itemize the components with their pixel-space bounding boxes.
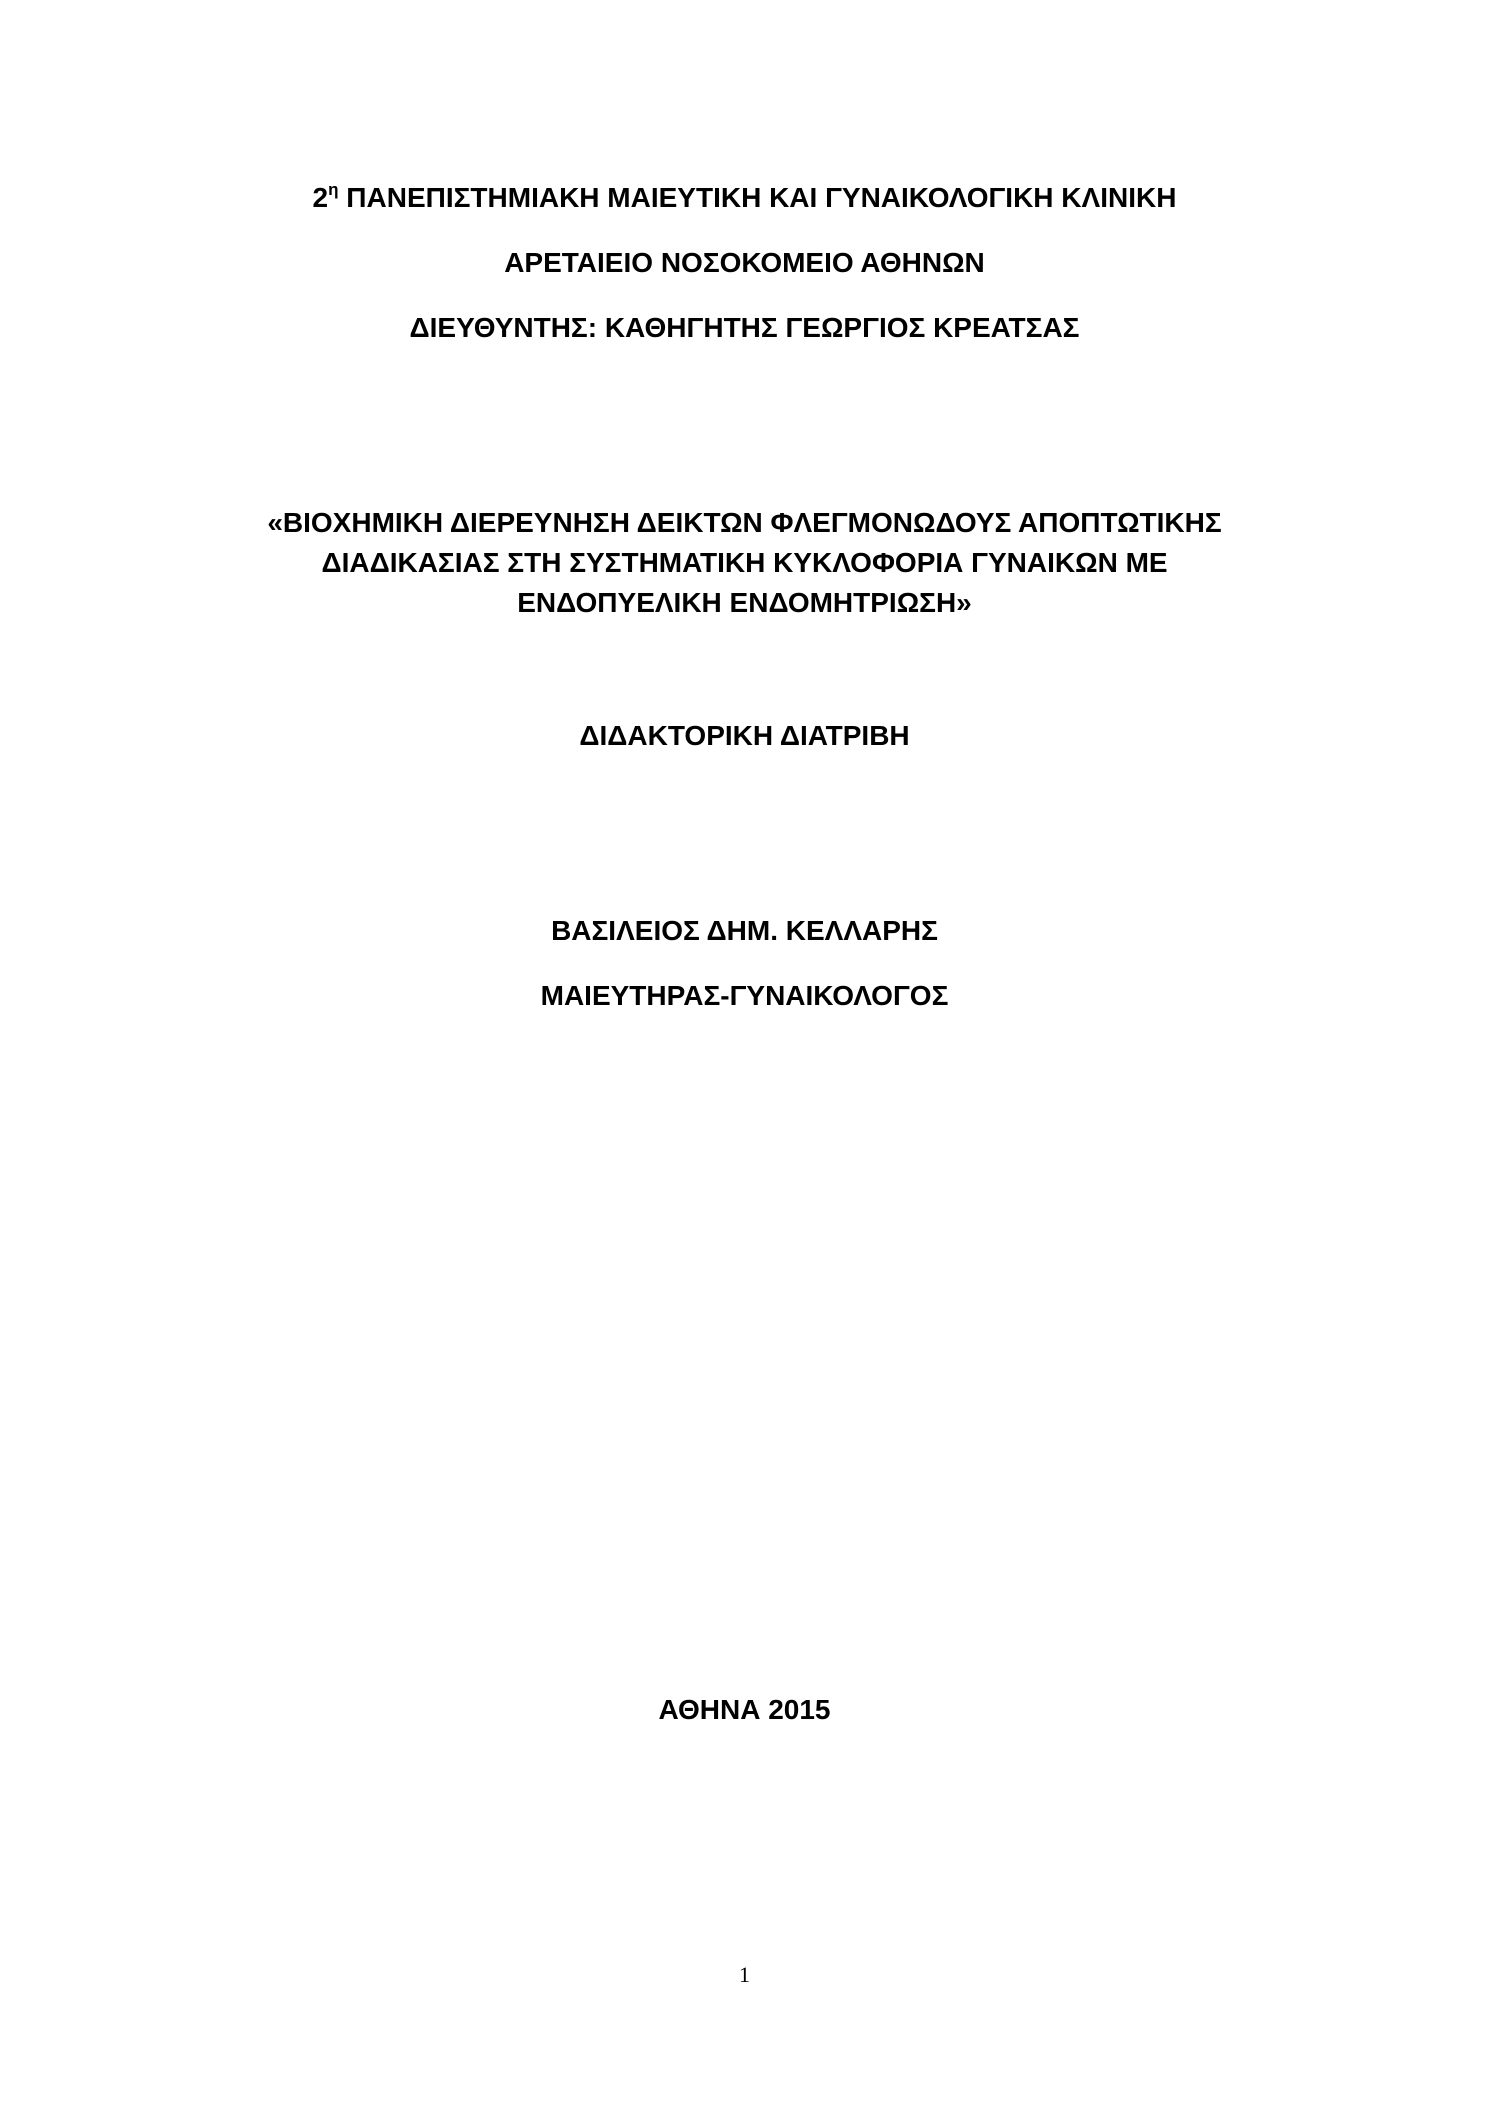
clinic-number: 2	[312, 182, 329, 213]
thesis-title-line-2: ΔΙΑΔΙΚΑΣΙΑΣ ΣΤΗ ΣΥΣΤΗΜΑΤΙΚΗ ΚΥΚΛΟΦΟΡΙΑ ΓΥΝΑΙΚΩΝ ΜΕ	[321, 547, 1168, 578]
clinic-heading	[0, 180, 1489, 216]
hospital-heading: ΑΡΕΤΑΙΕΙΟ ΝΟΣΟΚΟΜΕΙΟ ΑΘΗΝΩΝ	[504, 247, 985, 278]
thesis-title-line-1: «ΒΙΟΧΗΜΙΚΗ ΔΙΕΡΕΥΝΗΣΗ ΔΕΙΚΤΩΝ ΦΛΕΓΜΟΝΩΔΟΥΣ ΑΠΟΠΤΩΤΙΚΗΣ	[267, 507, 1222, 538]
clinic-name: ΠΑΝΕΠΙΣΤΗΜΙΑΚΗ ΜΑΙΕΥΤΙΚΗ ΚΑΙ ΓΥΝΑΙΚΟΛΟΓΙΚΗ ΚΛΙΝΙΚΗ	[338, 182, 1177, 213]
page-number: 1	[739, 1962, 750, 1987]
author-name: ΒΑΣΙΛΕΙΟΣ ΔΗΜ. ΚΕΛΛΑΡΗΣ	[551, 915, 938, 946]
document-type: ΔΙΔΑΚΤΟΡΙΚΗ ΔΙΑΤΡΙΒΗ	[579, 720, 910, 751]
clinic-ordinal-superscript: η	[328, 179, 339, 199]
place-year: ΑΘΗΝΑ 2015	[658, 1694, 831, 1725]
thesis-title-line-3: ΕΝΔΟΠΥΕΛΙΚΗ ΕΝΔΟΜΗΤΡΙΩΣΗ»	[517, 587, 972, 618]
author-profession: ΜΑΙΕΥΤΗΡΑΣ-ΓΥΝΑΙΚΟΛΟΓΟΣ	[540, 980, 949, 1011]
director-heading: ΔΙΕΥΘΥΝΤΗΣ: ΚΑΘΗΓΗΤΗΣ ΓΕΩΡΓΙΟΣ ΚΡΕΑΤΣΑΣ	[409, 312, 1080, 343]
